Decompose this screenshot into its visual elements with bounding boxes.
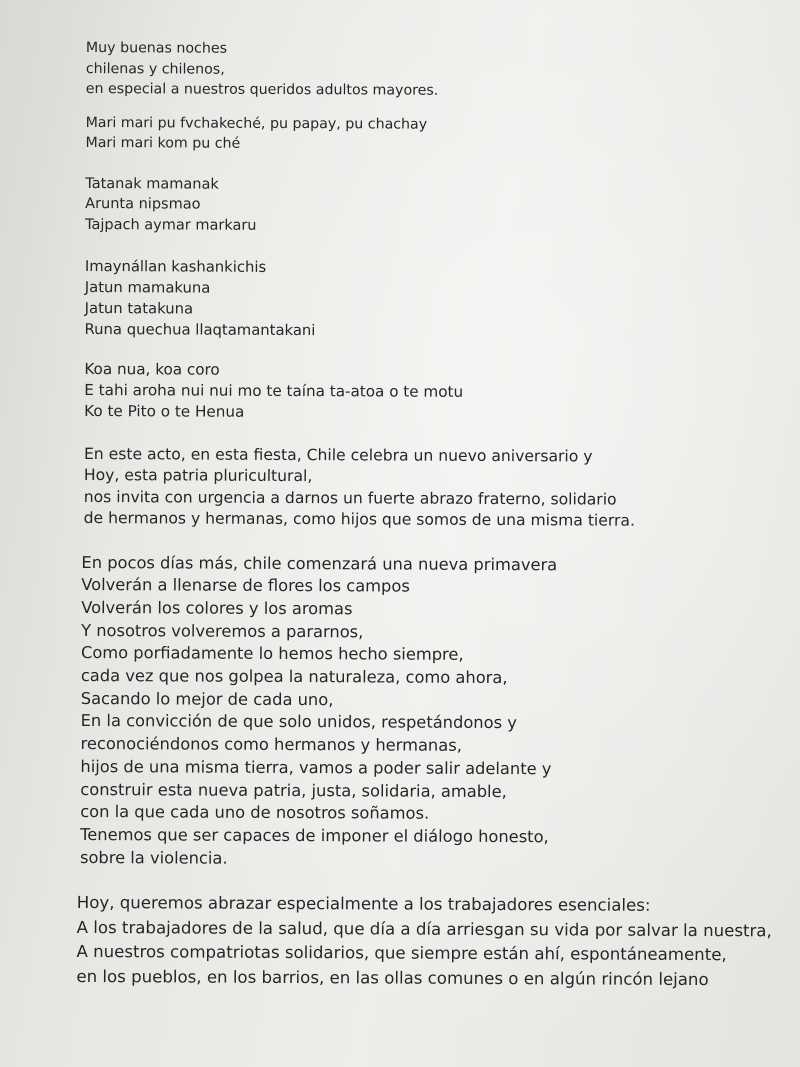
stanza-spring [80,551,794,872]
stanza-aymara [85,173,795,239]
stanza-mapudungun [85,112,795,156]
text-line: Y nosotros volveremos a pararnos, [81,620,364,641]
text-line: En este acto, en esta fiesta, Chile celebra un nuevo aniversario y [83,444,593,465]
text-line: Tatanak mamanak [85,175,219,193]
text-line: con la que cada uno de nosotros soñamos. [80,802,430,823]
text-line: En la convicción de que solo unidos, respetándonos y [80,711,517,733]
text-line: Tajpach aymar markaru [85,217,257,234]
text-line: Mari mari pu fvchakeché, pu papay, pu chachay [85,114,428,133]
text-line: Jatun tatakuna [84,299,194,318]
speech-text [76,38,796,993]
text-line: cada vez que nos golpea la naturaleza, como ahora, [80,665,508,688]
text-line: hijos de una misma tierra, vamos a poder salir adelante y [80,756,552,779]
text-line: Muy buenas noches [85,39,228,57]
text-line: Koa nua, koa coro [84,359,220,379]
text-line: Volverán a llenarse de flores los campos [81,575,410,596]
text-line: E tahi aroha nui nui mo te taína ta-atoa o te motu [84,381,464,401]
text-line: Mari mari kom pu ché [85,134,241,152]
text-line: nos invita con urgencia a darnos un fuerte abrazo fraterno, solidario [83,487,617,509]
stanza-essential-workers [76,891,791,992]
stanza-anniversary [84,443,794,532]
text-line: en especial a nuestros queridos adultos mayores. [85,80,439,99]
text-line: Jatun mamakuna [84,278,211,297]
text-line: Arunta nipsmao [85,196,201,213]
text-line: Hoy, queremos abrazar especialmente a los trabajadores esenciales: [76,893,651,916]
text-line: Sacando lo mejor de cada uno, [80,688,334,709]
stanza-rapanui [84,359,794,426]
text-line: en los pueblos, en los barrios, en las ollas comunes o en algún rincón lejano [76,966,709,989]
text-line: A nuestros compatriotas solidarios, que siempre están ahí, espontáneamente, [76,942,727,965]
stanza-greeting [86,38,796,103]
stanza-quechua [85,256,795,343]
text-line: Volverán los colores y los aromas [81,597,353,619]
text-line: Runa quechua llaqtamantakani [84,320,316,340]
text-line: reconociéndonos como hermanos y hermanas, [80,734,462,755]
text-line: Tenemos que ser capaces de imponer el diálogo honesto, [80,824,549,847]
text-line: Ko te Pito o te Henua [84,402,245,422]
text-line: de hermanos y hermanas, como hijos que somos de una misma tierra. [83,508,635,530]
text-line: En pocos días más, chile comenzará una nueva primavera [81,552,558,574]
text-line: sobre la violencia. [79,847,228,868]
text-line: Hoy, esta patria pluricultural, [83,465,313,486]
text-line: chilenas y chilenos, [85,60,225,78]
text-line: Imaynállan kashankichis [84,257,267,276]
text-line: construir esta nueva patria, justa, solidaria, amable, [80,779,507,801]
text-line: A los trabajadores de la salud, que día a día arriesgan su vida por salvar la nuestra, [76,917,772,941]
text-line: Como porfiadamente lo hemos hecho siempre, [80,643,464,665]
